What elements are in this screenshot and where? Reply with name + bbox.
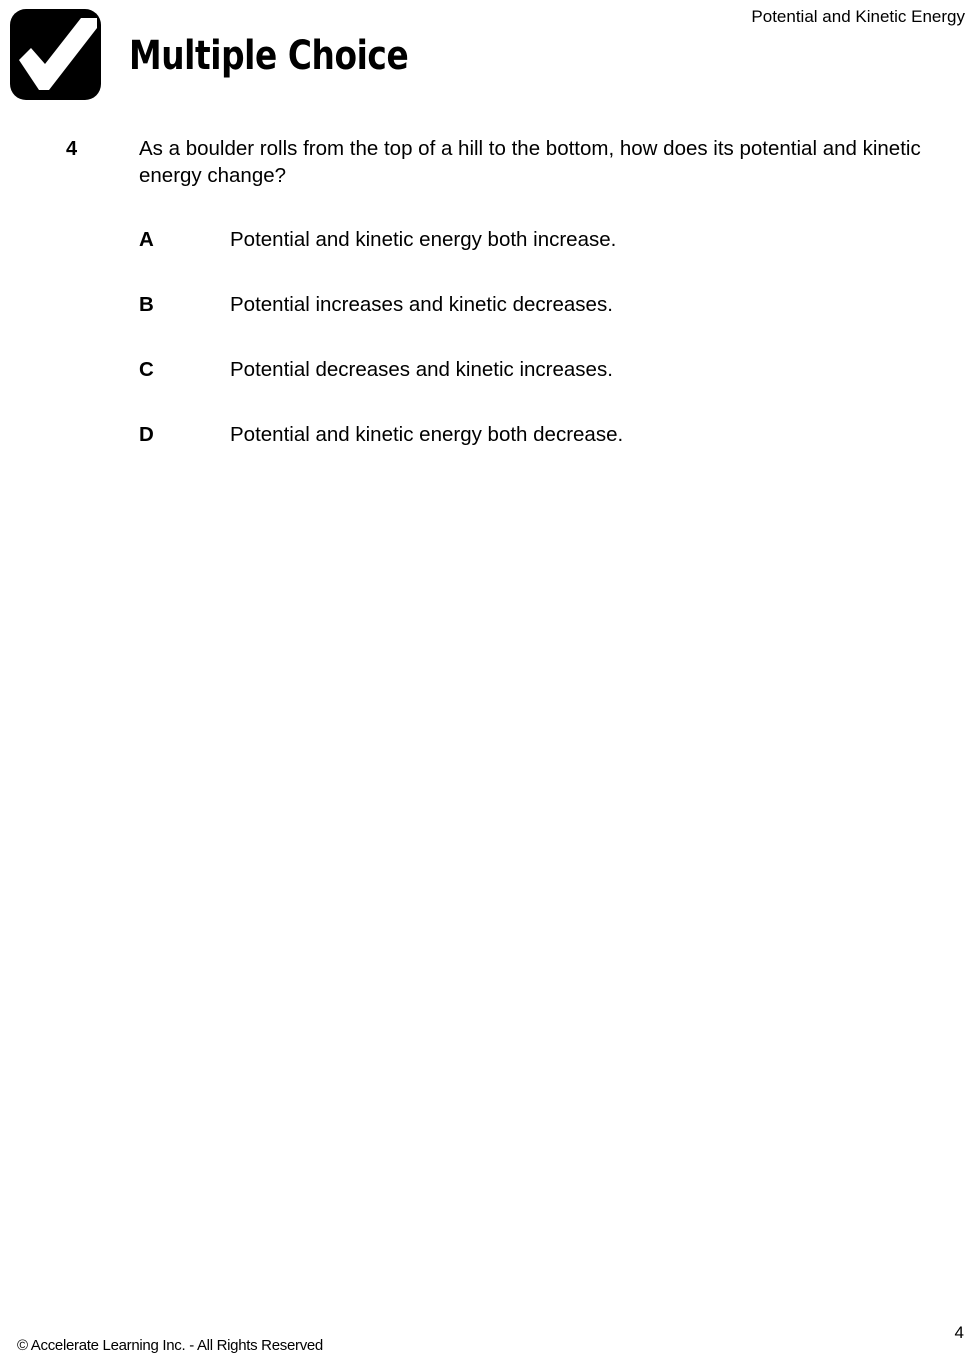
choice-letter: C (139, 358, 154, 381)
footer-copyright: © Accelerate Learning Inc. - All Rights Reserved (17, 1337, 323, 1354)
checkmark-icon (9, 8, 102, 101)
answer-choice-c[interactable] (139, 356, 919, 384)
choice-text: Potential and kinetic energy both decrease. (230, 423, 624, 446)
answer-choice-a[interactable] (139, 226, 919, 254)
answer-choice-b[interactable] (139, 291, 919, 319)
choice-text: Potential decreases and kinetic increases. (230, 358, 613, 381)
page-number: 4 (954, 1323, 964, 1342)
choice-text: Potential and kinetic energy both increase. (230, 228, 617, 251)
question-text: As a boulder rolls from the top of a hill to the bottom, how does its potential and kinetic energy change? (139, 137, 921, 187)
answer-choice-d[interactable] (139, 421, 919, 449)
choice-letter: B (139, 293, 154, 316)
choice-text: Potential increases and kinetic decreases. (230, 293, 613, 316)
running-header-title: Potential and Kinetic Energy (751, 7, 965, 26)
section-title: Multiple Choice (129, 33, 409, 79)
choice-letter: A (139, 228, 154, 251)
choice-letter: D (139, 423, 154, 446)
question-number: 4 (66, 138, 78, 160)
